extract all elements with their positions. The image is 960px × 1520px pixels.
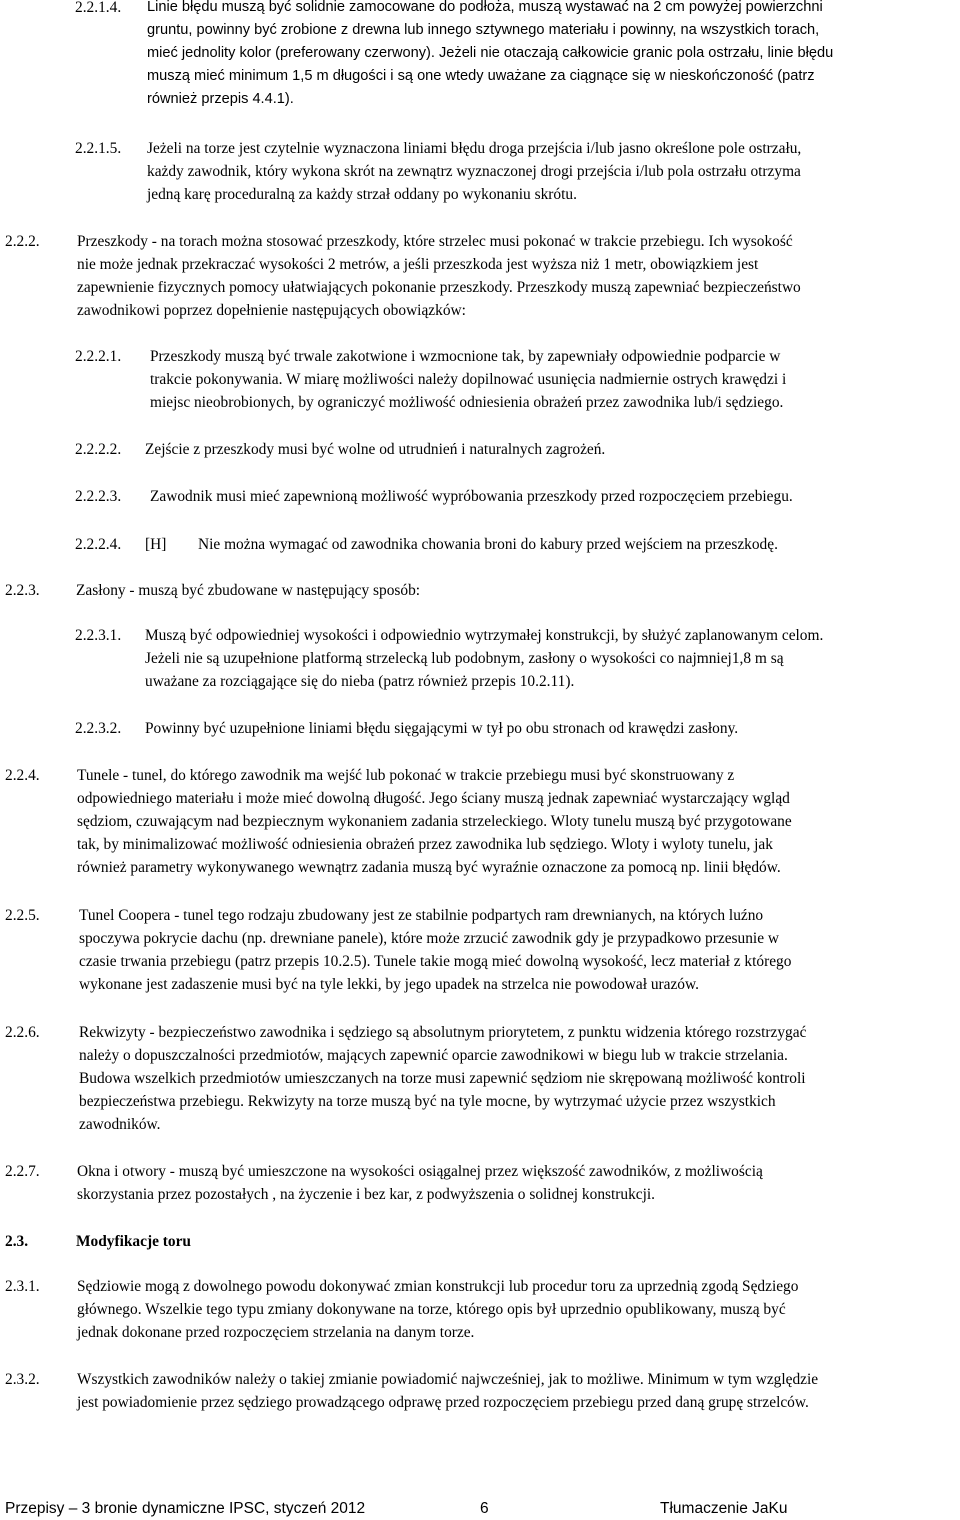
paragraph-number: 2.2.2.3. xyxy=(75,488,122,505)
paragraph-2-2-2-4 xyxy=(75,533,960,557)
paragraph-text: Przeszkody - na torach można stosować przeszkody, które strzelec musi pokonać w trakcie przebiegu. Ich wysokość nie może jednak przekraczać wysokości 2 metrów, a jeśli przeszkoda jest wyższa niż 1 metr, obowiązkiem jest zapewnienie fizycznych pomocy ułatwiających pokonanie przeszkody. Przeszkody muszą zapewniać bezpieczeństwo zawodnikowi poprzez dopełnienie następujących obowiązków: xyxy=(77,233,801,319)
paragraph-text: Przeszkody muszą być trwale zakotwione i wzmocnione tak, by zapewniały odpowiednie podparcie w trakcie pokonywania. W miarę możliwości należy dopilnować usunięcia nadmiernie ostrych krawędzi i miejsc nieobrobionych, by ograniczyć możliwość odniesienia obrażeń przez zawodnika lub/i sędziego. xyxy=(150,348,787,411)
paragraph-text: Linie błędu muszą być solidnie zamocowane do podłoża, muszą wystawać na 2 cm powyżej powierzchni gruntu, powinny być zrobione z drewna lub innego sztywnego materiału i powinny, na wszystkich torach, mieć jednolity kolor (preferowany czerwony). Jeżeli nie otaczają całkowicie granic pola ostrzału, linie błędu muszą mieć minimum 1,5 m długości i są one wtedy uważane za ciągnące się w nieskończoność (patrz również przepis 4.4.1). xyxy=(147,0,834,107)
paragraph-number: 2.2.1.4. xyxy=(75,0,122,16)
paragraph-text: Wszystkich zawodników należy o takiej zmianie powiadomić najwcześniej, jak to możliwe. Minimum w tym względzie jest powiadomienie przez sędziego prowadzącego odprawę przed rozpoczęciem przebiegu przed daną grupę strzelców. xyxy=(77,1371,819,1411)
paragraph-text: Muszą być odpowiedniej wysokości i odpowiednio wytrzymałej konstrukcji, by służyć zaplanowanym celom. Jeżeli nie są uzupełnione platformą strzelecką lub podobnym, zasłony o wysokości co najmniej1,8 m są uważane za rozciągające się do nieba (patrz również przepis 10.2.11). xyxy=(145,627,824,690)
paragraph-number: 2.2.5. xyxy=(5,907,40,924)
paragraph-number: 2.2.3.2. xyxy=(75,720,122,737)
paragraph-text: Zasłony - muszą być zbudowane w następujący sposób: xyxy=(76,582,421,599)
paragraph-text: Tunele - tunel, do którego zawodnik ma wejść lub pokonać w trakcie przebiegu musi być skonstruowany z odpowiedniego materiału i może mieć dowolną długość. Jego ściany muszą jednak zapewniać wystarczający wgląd sędziom, czuwającym nad bezpiecznym wykonaniem zadania strzeleckiego. Wloty tunelu muszą być przygotowane tak, by minimalizować możliwość odniesienia obrażeń przez zawodnika lub sędziego. Wloty i wyloty tunelu, jak również parametry wykonywanego wewnątrz zadania muszą być wyraźnie oznaczone za pomocą np. linii błędów. xyxy=(77,767,792,876)
paragraph-2-2-1-5 xyxy=(75,137,960,207)
paragraph-text: Zejście z przeszkody musi być wolne od utrudnień i naturalnych zagrożeń. xyxy=(145,441,606,458)
paragraph-2-2-3-1 xyxy=(75,624,960,694)
paragraph-text: Jeżeli na torze jest czytelnie wyznaczona liniami błędu droga przejścia i/lub jasno określone pole ostrzału, każdy zawodnik, który wykona skrót na zewnątrz wyznaczonej drogi przejścia i/lub pola ostrzału otrzyma jedną karę proceduralną za każdy strzał oddany po wykonaniu skrótu. xyxy=(147,140,802,203)
paragraph-text: Sędziowie mogą z dowolnego powodu dokonywać zmian konstrukcji lub procedur toru za uprzednią zgodą Sędziego głównego. Wszelkie tego typu zmiany dokonywane na torze, którego opis był uprzednio opublikowany, muszą być jednak dokonane przed rozpoczęciem strzelania na danym torze. xyxy=(77,1278,799,1341)
paragraph-2-2-6 xyxy=(5,1021,960,1139)
paragraph-number: 2.2.2.4. xyxy=(75,536,122,553)
paragraph-number: 2.2.2.2. xyxy=(75,441,122,458)
paragraph-text: Powinny być uzupełnione liniami błędu sięgającymi w tył po obu stronach od krawędzi zasłony. xyxy=(145,720,739,737)
paragraph-number: 2.2.2.1. xyxy=(75,348,122,365)
section-number: 2.3. xyxy=(5,1233,29,1250)
paragraph-number: 2.2.7. xyxy=(5,1163,40,1180)
paragraph-2-2-5 xyxy=(5,904,960,999)
paragraph-2-3-1 xyxy=(5,1275,960,1345)
footer-page-number: 6 xyxy=(480,1500,489,1517)
footer-right: Tłumaczenie JaKu xyxy=(660,1500,788,1517)
footer-left: Przepisy – 3 bronie dynamiczne IPSC, styczeń 2012 xyxy=(5,1500,366,1517)
paragraph-number: 2.2.3.1. xyxy=(75,627,122,644)
paragraph-text: Tunel Coopera - tunel tego rodzaju zbudowany jest ze stabilnie podpartych ram drewnianych, na których luźno spoczywa pokrycie dachu (np. drewniane panele), które może zrzucić zawodnik gdy je przypadkowo przesunie w czasie trwania przebiegu (patrz przepis 10.2.5). Tunele takie mogą mieć dowolną wysokość, lecz materiał z którego wykonane jest zadaszenie musi być na tyle lekki, by jego upadek na strzelca nie powodował urazów. xyxy=(79,907,792,993)
paragraph-text: Zawodnik musi mieć zapewnioną możliwość wypróbowania przeszkody przed rozpoczęciem przebiegu. xyxy=(150,488,793,505)
handgun-tag: [H] xyxy=(145,536,167,553)
paragraph-2-2-2 xyxy=(5,230,960,325)
paragraph-text: Nie można wymagać od zawodnika chowania broni do kabury przed wejściem na przeszkodę. xyxy=(198,536,778,553)
paragraph-number: 2.2.2. xyxy=(5,233,40,250)
paragraph-text: Okna i otwory - muszą być umieszczone na wysokości osiągalnej przez większość zawodników, z możliwością skorzystania przez pozostałych , na życzenie i bez kar, z podwyższenia o solidnej konstrukcji. xyxy=(77,1163,763,1203)
paragraph-number: 2.2.6. xyxy=(5,1024,40,1041)
paragraph-2-2-7 xyxy=(5,1160,960,1208)
paragraph-2-2-3 xyxy=(5,579,960,603)
paragraph-number: 2.2.3. xyxy=(5,582,40,599)
paragraph-2-2-3-2 xyxy=(75,717,960,741)
paragraph-number: 2.3.1. xyxy=(5,1278,40,1295)
paragraph-2-2-2-3 xyxy=(75,485,960,509)
paragraph-2-3-2 xyxy=(5,1368,960,1416)
paragraph-2-2-1-4 xyxy=(75,0,960,116)
paragraph-number: 2.2.1.5. xyxy=(75,140,122,157)
section-heading-2-3 xyxy=(5,1230,960,1254)
paragraph-2-2-4 xyxy=(5,764,960,882)
paragraph-2-2-2-1 xyxy=(75,345,960,415)
paragraph-number: 2.2.4. xyxy=(5,767,40,784)
paragraph-2-2-2-2 xyxy=(75,438,960,462)
paragraph-text: Rekwizyty - bezpieczeństwo zawodnika i sędziego są absolutnym priorytetem, z punktu widzenia którego rozstrzygać należy o dopuszczalności przedmiotów, mających zapewnić oparcie zawodnikowi w biegu lub w trakcie strzelania. Budowa wszelkich przedmiotów umieszczanych na torze musi zapewnić sędziom nie skrępowaną możliwość kontroli bezpieczeństwa przebiegu. Rekwizyty na torze muszą być na tyle mocne, by wytrzymać użycie przez wszystkich zawodników. xyxy=(79,1024,807,1133)
paragraph-number: 2.3.2. xyxy=(5,1371,40,1388)
section-title: Modyfikacje toru xyxy=(76,1233,191,1250)
